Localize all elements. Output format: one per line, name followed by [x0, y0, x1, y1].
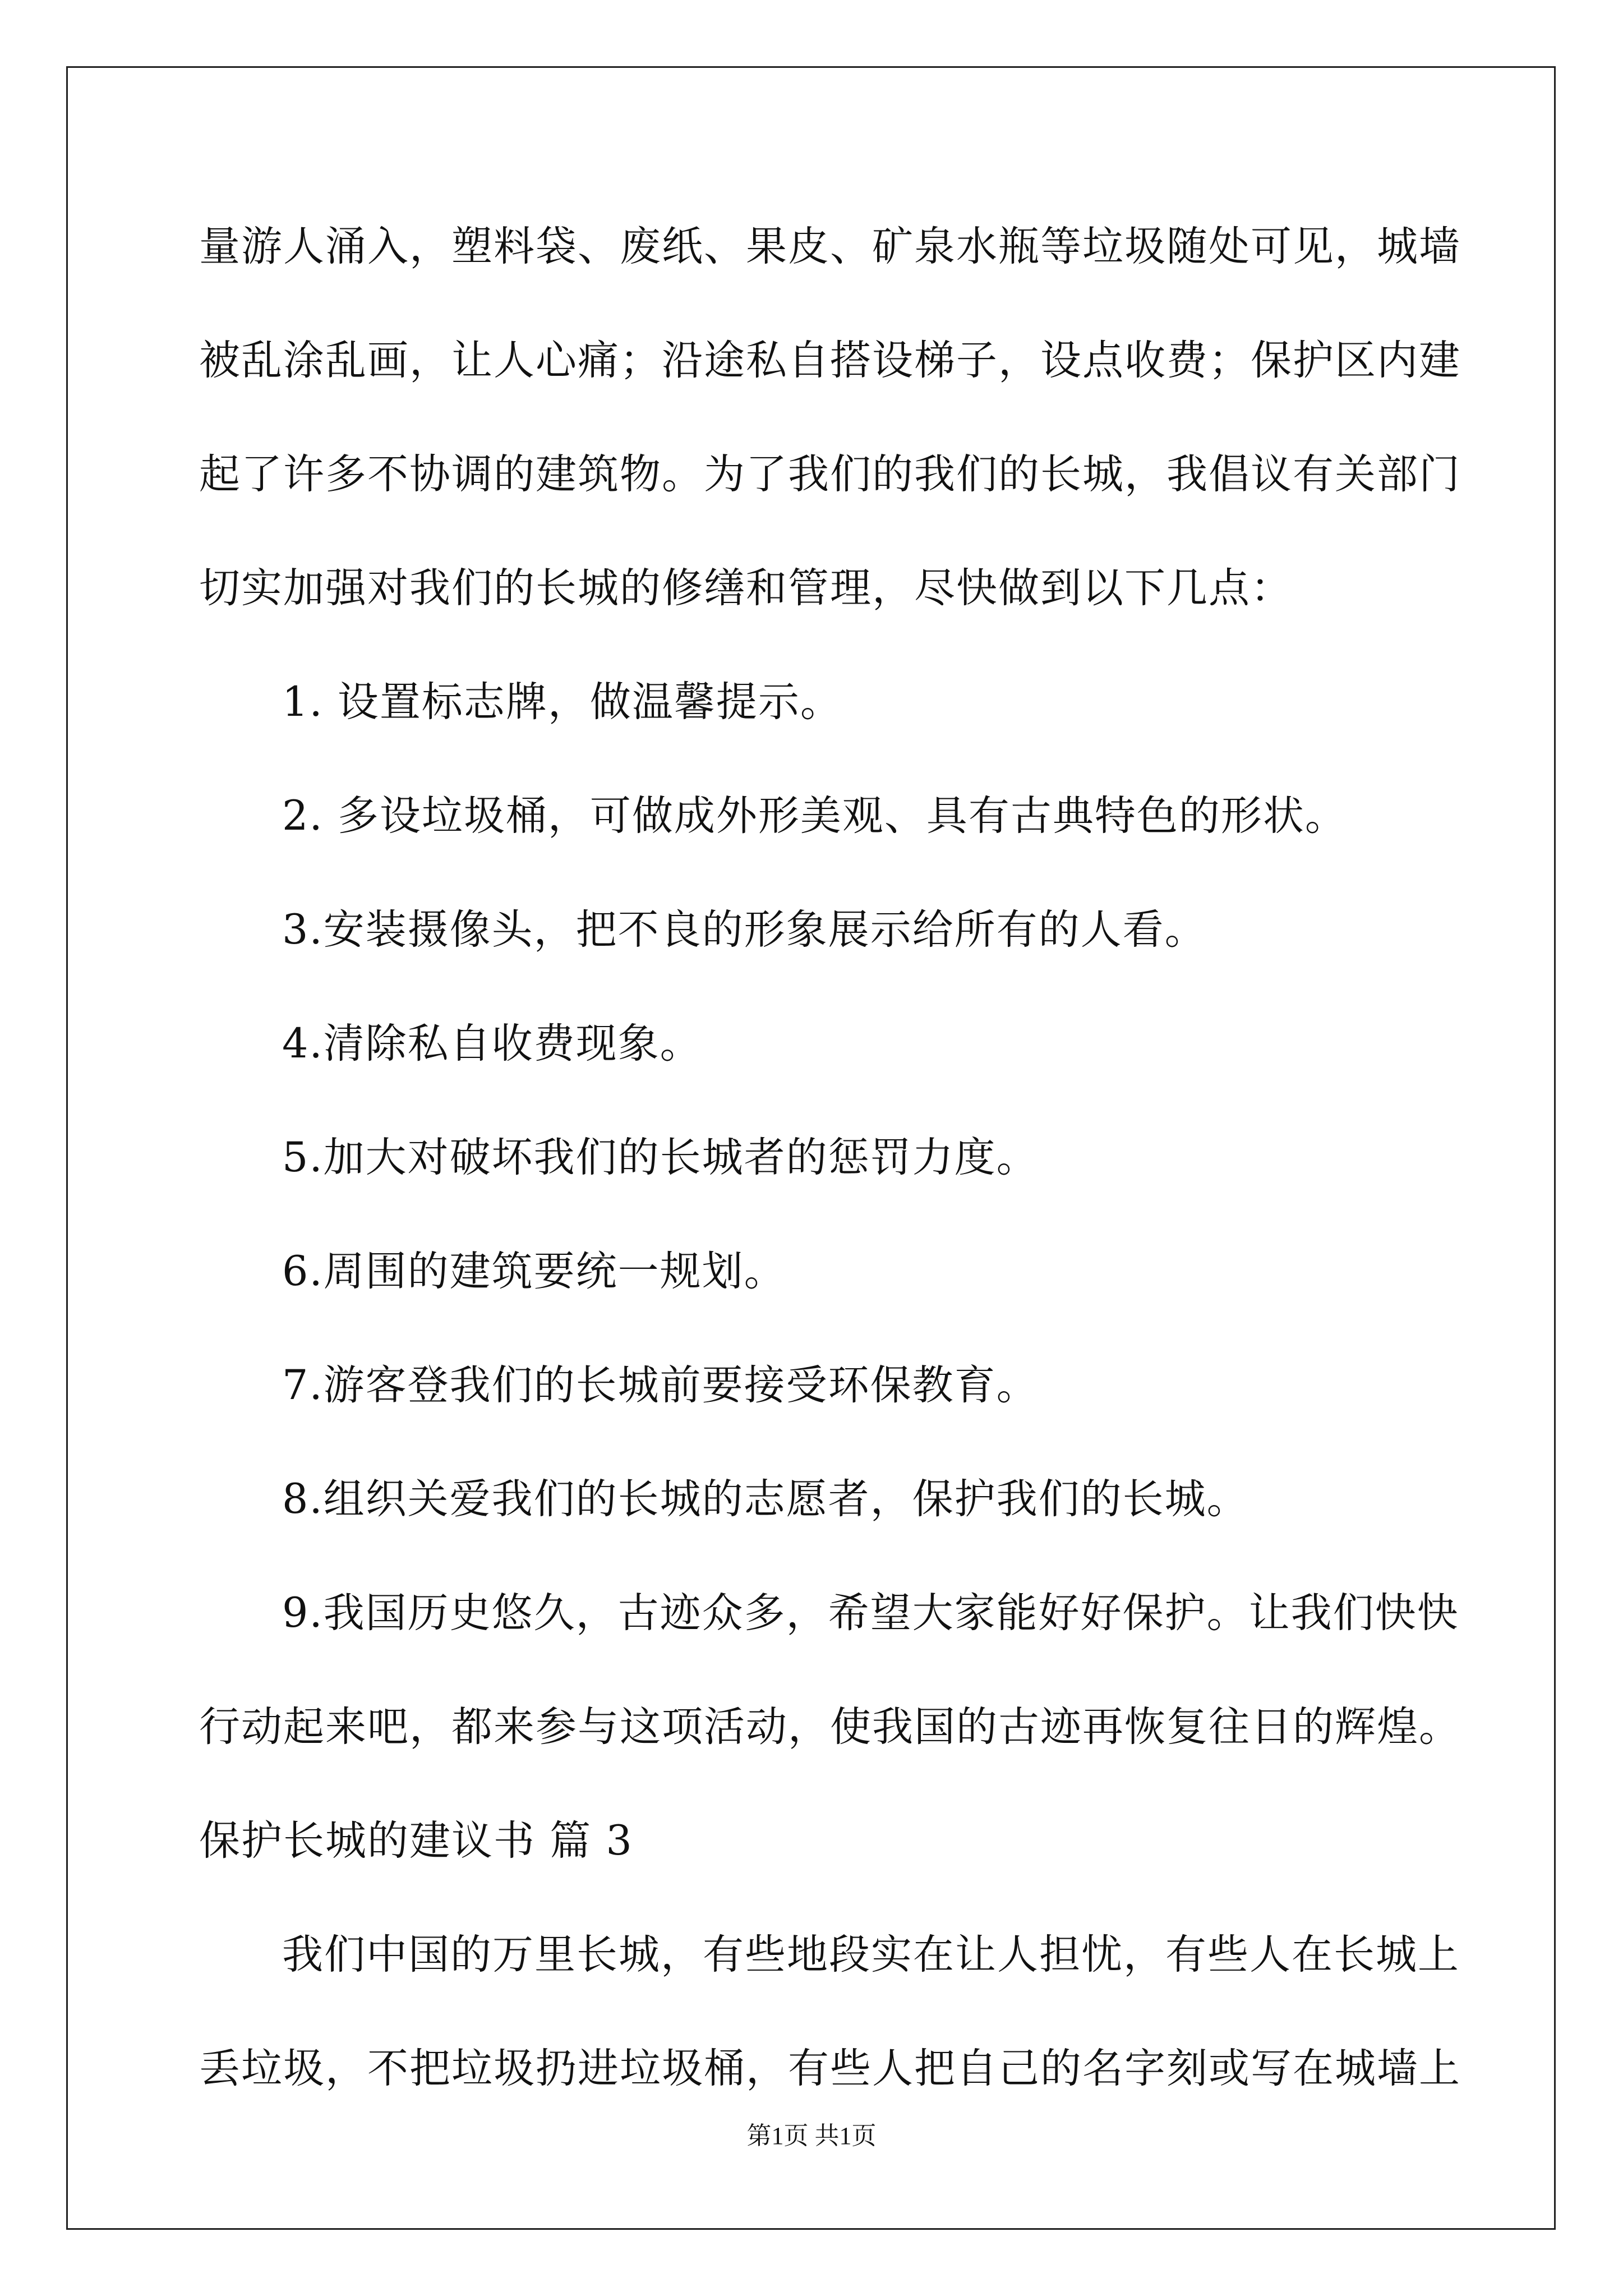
section-3-text-line: 我们中国的万里长城，有些地段实在让人担忧，有些人在长城上	[282, 1931, 1460, 1978]
body-text-line: 切实加强对我们的长城的修缮和管理，尽快做到以下几点：	[199, 564, 1293, 612]
section-3-text-line: 丢垃圾，不把垃圾扔进垃圾桶，有些人把自己的名字刻或写在城墙上	[199, 2045, 1461, 2092]
document-body	[199, 222, 1461, 2157]
body-text-line: 8.组织关爱我们的长城的志愿者，保护我们的长城。	[282, 1475, 1249, 1523]
body-text-line: 9.我国历史悠久，古迹众多，希望大家能好好保护。让我们快快	[282, 1589, 1459, 1637]
body-text-line: 起了许多不协调的建筑物。为了我们的我们的长城，我倡议有关部门	[199, 450, 1461, 498]
section-3-paragraphs	[199, 1930, 1461, 2094]
body-text-line: 行动起来吧，都来参与这项活动，使我国的古迹再恢复往日的辉煌。	[199, 1703, 1461, 1751]
body-text-line: 4.清除私自收费现象。	[282, 1020, 702, 1068]
body-text-line: 2. 多设垃圾桶，可做成外形美观、具有古典特色的形状。	[282, 792, 1347, 840]
body-text-line: 3.安装摄像头，把不良的形象展示给所有的人看。	[282, 906, 1207, 954]
body-text-line: 量游人涌入，塑料袋、废纸、果皮、矿泉水瓶等垃圾随处可见，城墙	[199, 223, 1461, 270]
body-text-line: 被乱涂乱画，让人心痛；沿途私自搭设梯子，设点收费；保护区内建	[199, 337, 1461, 384]
body-text-line: 6.周围的建筑要统一规划。	[282, 1248, 786, 1295]
body-text-line: 1. 设置标志牌，做温馨提示。	[282, 678, 842, 726]
body-paragraphs	[199, 222, 1461, 1752]
section-heading: 保护长城的建议书 篇 3	[199, 1817, 633, 1865]
page-footer: 第1页 共1页	[746, 2122, 877, 2150]
body-text-line: 7.游客登我们的长城前要接受环保教育。	[282, 1361, 1039, 1409]
body-text-line: 5.加大对破坏我们的长城者的惩罚力度。	[282, 1134, 1039, 1181]
